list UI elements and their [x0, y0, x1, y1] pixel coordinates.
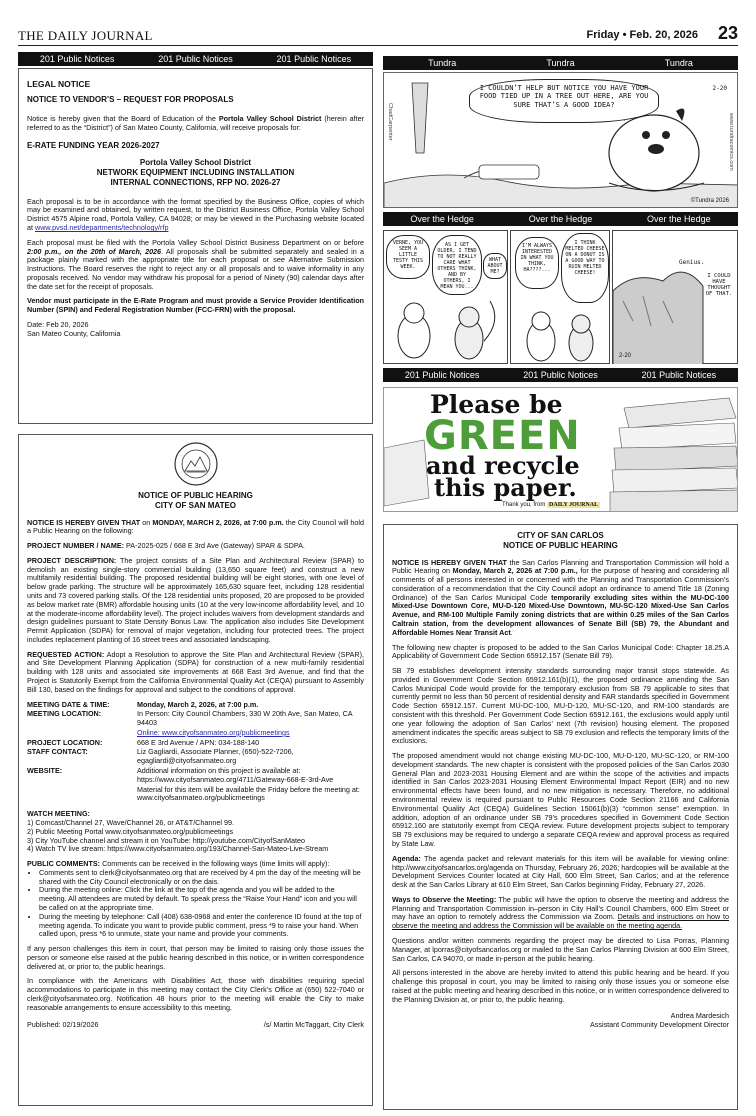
legal-title: LEGAL NOTICE — [27, 79, 91, 89]
hedge-panel-1 — [383, 230, 508, 364]
legal-district: Portola Valley School District — [139, 158, 252, 168]
hedge-text: I COULD HAVE THOUGHT OF THAT. — [705, 273, 733, 297]
legal-paragraph-1: Each proposal is to be in accordance with the format specified by the Business Office, copies of which may be examined and obtained, by written request, to the District Business Office, Portola Valley School District 4575 Alpine road, Portola Valley, CA 94028; or may be viewed in the Purchasing website located at www.pvsd.net/departments/technology/rfp — [27, 196, 364, 233]
sc-agenda: Agenda: The agenda packet and relevant materials for this item will be available for viewing online: http://www.cityofsancarlos.org/agenda on Thursday, February 26, 2026; hardcopies will be available at the Development Services Counter located at City Hall, 600 Elm Street, San Carlos; and at the reference desk at the San Carlos Library at 610 Elm Street, San Carlos beginning Friday, February 27, 2026. — [392, 853, 729, 890]
hedge-text: Genius. — [679, 259, 705, 266]
section-label: 201 Public Notices — [158, 54, 233, 64]
rfp-link[interactable]: www.pvsd.net/departments/technology/rfp — [35, 223, 169, 233]
legal-place: San Mateo County, California — [27, 328, 121, 338]
hedge-bubble: WHAT ABOUT ME? — [483, 253, 507, 279]
issue-date: Friday • Feb. 20, 2026 — [586, 29, 698, 41]
section-label: 201 Public Notices — [39, 54, 115, 64]
sc-all-persons: All persons interested in the above are hereby invited to attend this public hearing and be heard. If you challenge this proposal in court, you may be limited to raising only those issues you or someone else raised at the public meeting and hearing described in this notice, or in written correspondence delivered to the Planning Division at, or prior to, the public hearing. — [392, 968, 729, 1004]
hedge-bubble: I THINK MELTED CHEESE ON A DONUT IS A GOOD WAY TO RUIN MELTED CHEESE! — [561, 233, 609, 303]
city-seal-icon — [173, 441, 219, 487]
signature: /s/ Martin McTaggart, City Clerk — [263, 1019, 364, 1029]
section-label: Over the Hedge — [410, 214, 474, 224]
legal-subtitle: NOTICE TO VENDOR’S – REQUEST FOR PROPOSALS — [27, 95, 234, 105]
section-bar-over-the-hedge — [383, 212, 738, 226]
sc-paragraph-2: The following new chapter is proposed to be added to the San Carlos Municipal Code: Chapter 18.25.A Applicability of Government Code Section 65912.157 (Senate Bill 79). — [392, 642, 729, 661]
section-label: 201 Public Notices — [276, 54, 352, 64]
section-label: Tundra — [546, 58, 575, 68]
hedge-strip-date: 2-20 — [619, 353, 632, 359]
watch-item[interactable]: 2) Public Meeting Portal www.cityofsanmateo.org/publicmeetings — [27, 826, 234, 836]
section-label: Over the Hedge — [647, 214, 711, 224]
sc-paragraph-3: SB 79 establishes development intensity standards surrounding major transit stops statewide. As provided in Government Code Section 65912.161(b)(1), the proposed ordinance amending the San Carlos Municipal Code would provide for the temporary exclusion from SB 79 applicable to sites that currently permit no less than 50 percent of residential density and FAR standards specified in Government Code Section 65912.157. Current MU-DC-100, MU-D-120, MU-SC-120, and RM-100 standards are consistent with this threshold. Per Government Code Section 65912.161, the exclusions would apply until one year following the adoption of San Carlos’ next (7th revision) housing element. The proposed amendment indicates the specific areas subject to SB 79 exclusion and reflects the temporary limits of the exclusions. — [392, 666, 729, 746]
section-label: 201 Public Notices — [523, 370, 598, 380]
table-row: WEBSITE: Additional information on this project is available at: https://www.cityofsanmateo.org/4711/Gateway-668-E-3rd-Ave — [27, 766, 334, 784]
section-label: 201 Public Notices — [641, 370, 717, 380]
tundra-comic — [383, 72, 738, 208]
watch-item: 1) Comcast/Channel 27, Wave/Channel 26, or AT&T/Channel 99. — [27, 817, 234, 827]
sc-signature-title: Assistant Community Development Director — [589, 1020, 729, 1030]
list-item: • Comments sent to clerk@cityofsanmateo.org that are received by 4 pm the day of the meeting will be shared with the City Council electronically or on the dais. — [39, 869, 364, 887]
sc-title-1: CITY OF SAN CARLOS — [517, 531, 604, 540]
legal-date: Date: Feb 20, 2026 — [27, 320, 89, 330]
list-item: • During the meeting by telephone: Call (408) 638-0968 and enter the conference ID found at the top of meeting agenda. To indicate you want to provide public comment, press *9 to raise your hand. When called upon, press *6 to unmute, state your name and provide your comments. — [39, 913, 364, 939]
ad-line-3: and recycle — [426, 451, 580, 480]
ad-thanks: Thank you, from DAILY JOURNAL — [502, 502, 599, 508]
sc-signature-name: Andrea Mardesich — [670, 1011, 729, 1021]
legal-rfp-number: INTERNAL CONNECTIONS, RFP NO. 2026-27 — [110, 177, 281, 187]
sm-title-1: NOTICE OF PUBLIC HEARING — [138, 491, 253, 500]
page-number: 23 — [717, 23, 738, 43]
section-label: Tundra — [428, 58, 457, 68]
sc-ways: Ways to Observe the Meeting: The public will have the option to observe the meeting and address the Planning and Transportation Commission in–person in City Hall’s Council Chambers, 600 Elm Street or may have an option to remotely address the Commission via Zoom. Details and instructions on how to observe the meeting and address the Commission will be available on the meeting agenda. — [392, 894, 730, 931]
hedge-scene-icon — [613, 231, 737, 364]
sc-paragraph-4: The proposed amendment would not change existing MU-DC-100, MU-D-120, MU-SC-120, or RM-100 development standards. The new chapter is consistent with the proposed policies of the San Carlos 2030 General Plan and 2023-2031 Housing Element and are within the scope of the activities and impacts identified in San Carlos 2023-2031 Housing Element Environmental Impact Report (EIR) and no new environmental effects have been found, and no new mitigation is necessary. Therefore, no additional environmental review is required pursuant to Public Resources Code Section 21166 and California Environmental Quality Act (CEQA) Guidelines Section 15061(b)(3) “common sense” exemption. In addition, adoption of an ordinance under SB 79’s procedures specified in Government Code Section 65912.160 are statutorily exempt from CEQA review. Future development projects subject to temporary SB 79 exclusions may be required to undergo a separate CEQA review and approval process as required by State Law. — [392, 751, 729, 848]
tundra-website: www.tundracomics.com — [728, 113, 734, 171]
sm-ada: In compliance with the Americans with Disabilities Act, those with disabilities requiring special accommodations to participate in this meeting may contact the City Clerk’s Office at (650) 522-7040 or clerk@cityofsanmateo.org. Notification 48 hours prior to the meeting will enable the City to make reasonable arrangements to ensure accessibility to this meeting. — [27, 976, 364, 1012]
over-the-hedge-comic — [383, 230, 738, 364]
ad-line-2: GREEN — [424, 413, 581, 459]
tundra-speech-bubble: I COULDN’T HELP BUT NOTICE YOU HAVE YOUR FOOD TIED UP IN A TREE OUT HERE, ARE YOU SURE THAT’S A GOOD IDEA? — [469, 79, 659, 123]
section-bar-tundra — [383, 56, 738, 70]
section-label: Over the Hedge — [528, 214, 593, 224]
paper-name: THE DAILY JOURNAL — [18, 28, 153, 43]
hedge-characters-icon — [511, 231, 609, 364]
table-row: MEETING DATE & TIME: Monday, March 2, 2026, at 7:00 p.m. — [27, 699, 259, 709]
sc-title-2: NOTICE OF PUBLIC HEARING — [503, 540, 618, 550]
sm-requested-action: REQUESTED ACTION: Adopt a Resolution to approve the Site Plan and Architectural Review (SPAR), and Site Development Planning Application (SDPA) for construction of a new multi-family residential building with 128 units and associated site improvements at 668 East 3rd Avenue, and find that the Project is Statutorily Exempt from the California Environmental Quality Act (CEQA) pursuant to Assembly Bill 130, based on the findings for approval and subject to the conditions of approval. — [27, 649, 365, 694]
section-label: Tundra — [664, 58, 693, 68]
tundra-signature: ChadCarpenter — [387, 103, 393, 141]
sm-project-description: PROJECT DESCRIPTION: The project consists of a Site Plan and Architectural Review (SPAR) to demolish an existing single-story commercial building (13,650 square feet) and construct a new multifamily residential building. The proposed residential building will be eight stories, with one level of below grade parking. The structure will be approximately 165,630 square feet, including 128 residential units and 73 covered parking stalls. Of the 128 residential units proposed, 20 are proposed to be provided as below market rate (BMR) affordable housing units (10 at the very low-income affordability level, and 10 at the moderate-income affordability level). The project includes waivers from development standards and design guidelines pursuant to State Density Bonus Law. The application also includes Site Development Permit Application (SDPA) for removal of major vegetation, including four protected trees. The project includes replacement planting of 16 street trees and associated landscaping. — [27, 555, 364, 644]
legal-paragraph-3: Vendor must participate in the E-Rate Program and must provide a Service Provider Identification Number (SPIN) and Federal Registration Number (FCC-FRN) with the proposal. — [27, 296, 364, 315]
sm-challenge: If any person challenges this item in court, that person may be limited to raising only those issues the person or someone else raised at the public hearing described in this notice, or in written correspondence delivered at, or prior to, the public hearings. — [27, 944, 364, 971]
section-bar-public-notices — [18, 52, 373, 66]
list-item: • During the meeting online: Click the link at the top of the agenda and you will be added to the meeting. All attendees are muted by default. To speak press the “Raise Your Hand” icon and you will be called on at the appropriate time. — [39, 886, 364, 912]
sm-meeting-table — [27, 701, 364, 805]
legal-paragraph-2: Each proposal must be filed with the Portola Valley School District Business Department on or before 2:00 p.m., on the 20th of March, 2026. All proposals shall be submitted separately and sealed in a package plainly marked with the appropriate title for each proposal or see Alternative Submission Instructions. The Board reserves the right to reject any or all proposals and to waive informality in any proposals received. No vendor may withdraw his proposal for a period of Ninety (90) calendar days after the date set for the receipt of proposals. — [27, 237, 364, 291]
table-row: MEETING LOCATION: In Person: City Council Chambers, 330 W 20th Ave, San Mateo, CA 94403 — [27, 709, 353, 728]
watch-item[interactable]: 3) City YouTube channel and stream it on YouTube: http://youtube.com/CityofSanMateo — [27, 835, 305, 845]
tundra-strip-date: 2-20 — [712, 85, 727, 92]
city-seal — [27, 441, 364, 489]
table-row: Material for this item will be available the Friday before the meeting at: www.cityofsanmateo.org/publicmeetings — [137, 784, 360, 803]
watch-item[interactable]: 4) Watch TV live stream: https://www.cityofsanmateo.org/193/Channel-San-Mateo-Live-Stream — [27, 844, 329, 854]
legal-intro: Notice is hereby given that the Board of Education of the Portola Valley School District (herein after referred to as the “District”) of San Mateo County, California, will receive proposals for: — [27, 114, 365, 132]
sm-project-number: PROJECT NUMBER / NAME: PA-2025-025 / 668 E 3rd Ave (Gateway) SPAR & SDPA. — [27, 541, 305, 551]
published-date: Published: 02/19/2026 — [27, 1019, 99, 1029]
hedge-panel-2 — [510, 230, 610, 364]
sm-intro: NOTICE IS HEREBY GIVEN THAT on MONDAY, MARCH 2, 2026, at 7:00 p.m. the City Council will hold a Public Hearing on the following: — [27, 517, 364, 536]
hedge-bubble: AS I GET OLDER, I TEND TO NOT REALLY CARE WHAT OTHERS THINK, AND BY OTHERS, I MEAN YOU... — [432, 235, 482, 295]
sm-title-2: CITY OF SAN MATEO — [154, 500, 237, 510]
section-bar-public-notices-right — [383, 368, 738, 382]
recycle-ad — [383, 387, 738, 512]
ad-line-1: Please be — [430, 390, 563, 419]
sc-intro: NOTICE IS HEREBY GIVEN THAT the San Carlos Planning and Transportation Commission will hold a Public Hearing on Monday, March 2, 2026 at 7:00 p.m., for the purpose of hearing and considering all comments of all persons interested in or concerned with the Planning and Transportation Commission’s consideration of a recommendation that the City Council adopt an ordinance to amend Title 18 (Zoning Ordinance) of the San Carlos Municipal Code temporarily excluding sites within the MU-DC-100 Mixed-Use Downtown Core, MU-D-120 Mixed-Use Downtown, MU-SC-120 Mixed-Use San Carlos Avenue, and RM-100 Multiple Family zoning districts that are within 0.25 miles of the San Carlos Caltrain station, from the development allowances of Senate Bill (SB) 79, the Abundant and Affordable Homes Near Transit Act. — [392, 557, 729, 637]
san-carlos-notice — [383, 524, 738, 1110]
tundra-credit: ©Tundra 2026 — [690, 198, 729, 204]
hedge-bubble: VERNE, YOU SEEM A LITTLE TESTY THIS WEEK. — [386, 235, 430, 279]
table-row: PROJECT LOCATION: 668 E 3rd Avenue / APN: 034-188-140 — [27, 737, 260, 747]
legal-funding-year: E-RATE FUNDING YEAR 2026-2027 — [27, 140, 160, 150]
hedge-bubble: I’M ALWAYS INTERESTED IN WHAT YOU THINK, HA????... — [515, 237, 559, 289]
hedge-panel-3 — [612, 230, 738, 364]
table-row: STAFF CONTACT: Liz Gagliardi, Associate Planner, (650)-522-7206, egagliardi@cityofsanmateo.org — [27, 747, 294, 766]
legal-notice — [18, 68, 373, 424]
watch-label: WATCH MEETING: — [27, 809, 90, 819]
online-link[interactable]: Online: www.cityofsanmateo.org/publicmeetings — [137, 727, 290, 737]
ad-line-4: this paper. — [434, 473, 577, 502]
comments-list — [27, 869, 364, 939]
sm-footer — [27, 1021, 364, 1030]
sc-questions: Questions and/or written comments regarding the project may be directed to Lisa Porras, Planning Manager, at lporras@cityofsancarlos.org or mailed to the San Carlos Planning Division at 600 Elm Street, San Carlos, CA 94070, or made in-person at the public hearing. — [392, 935, 729, 963]
hedge-characters-icon — [384, 231, 507, 364]
legal-rfp-title: NETWORK EQUIPMENT INCLUDING INSTALLATION — [96, 168, 295, 178]
san-mateo-notice — [18, 434, 373, 1106]
masthead — [18, 23, 738, 46]
section-label: 201 Public Notices — [404, 370, 480, 380]
sm-comments: PUBLIC COMMENTS: Comments can be received in the following ways (time limits will apply): — [27, 859, 330, 869]
